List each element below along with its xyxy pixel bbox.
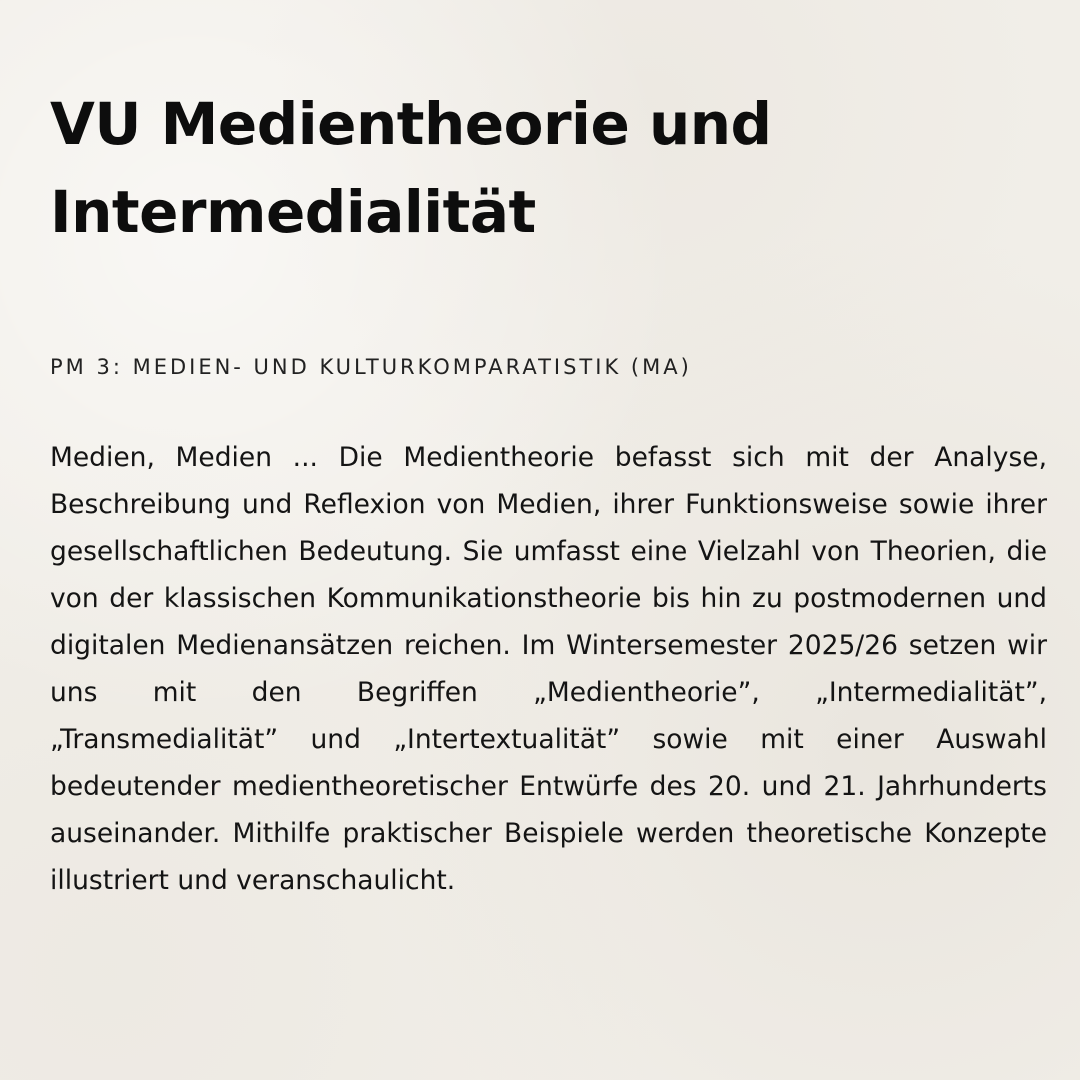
course-title-line-2: Intermedialität [50,178,536,246]
course-title [50,80,1047,256]
course-card [50,80,1047,904]
course-title-line-1: VU Medientheorie und [50,90,772,158]
module-label: PM 3: MEDIEN- UND KULTURKOMPARATISTIK (MA) [50,355,692,379]
course-description: Medien, Medien ... Die Medientheorie befasst sich mit der Analyse, Beschreibung und Reflexion von Medien, ihrer Funktionsweise sowie ihrer gesellschaftlichen Bedeutung. Sie umfasst eine Vielzahl von Theorien, die von der klassischen Kommunikationstheorie bis hin zu postmodernen und digitalen Medienansätzen reichen. Im Wintersemester 2025/26 setzen wir uns mit den Begriffen „Medientheorie”, „Intermedialität”, „Transmedialität” und „Intertextualität” sowie mit einer Auswahl bedeutender medientheoretischer Entwürfe des 20. und 21. Jahrhunderts auseinander. Mithilfe praktischer Beispiele werden theoretische Konzepte illustriert und veranschaulicht. [50,442,1047,896]
